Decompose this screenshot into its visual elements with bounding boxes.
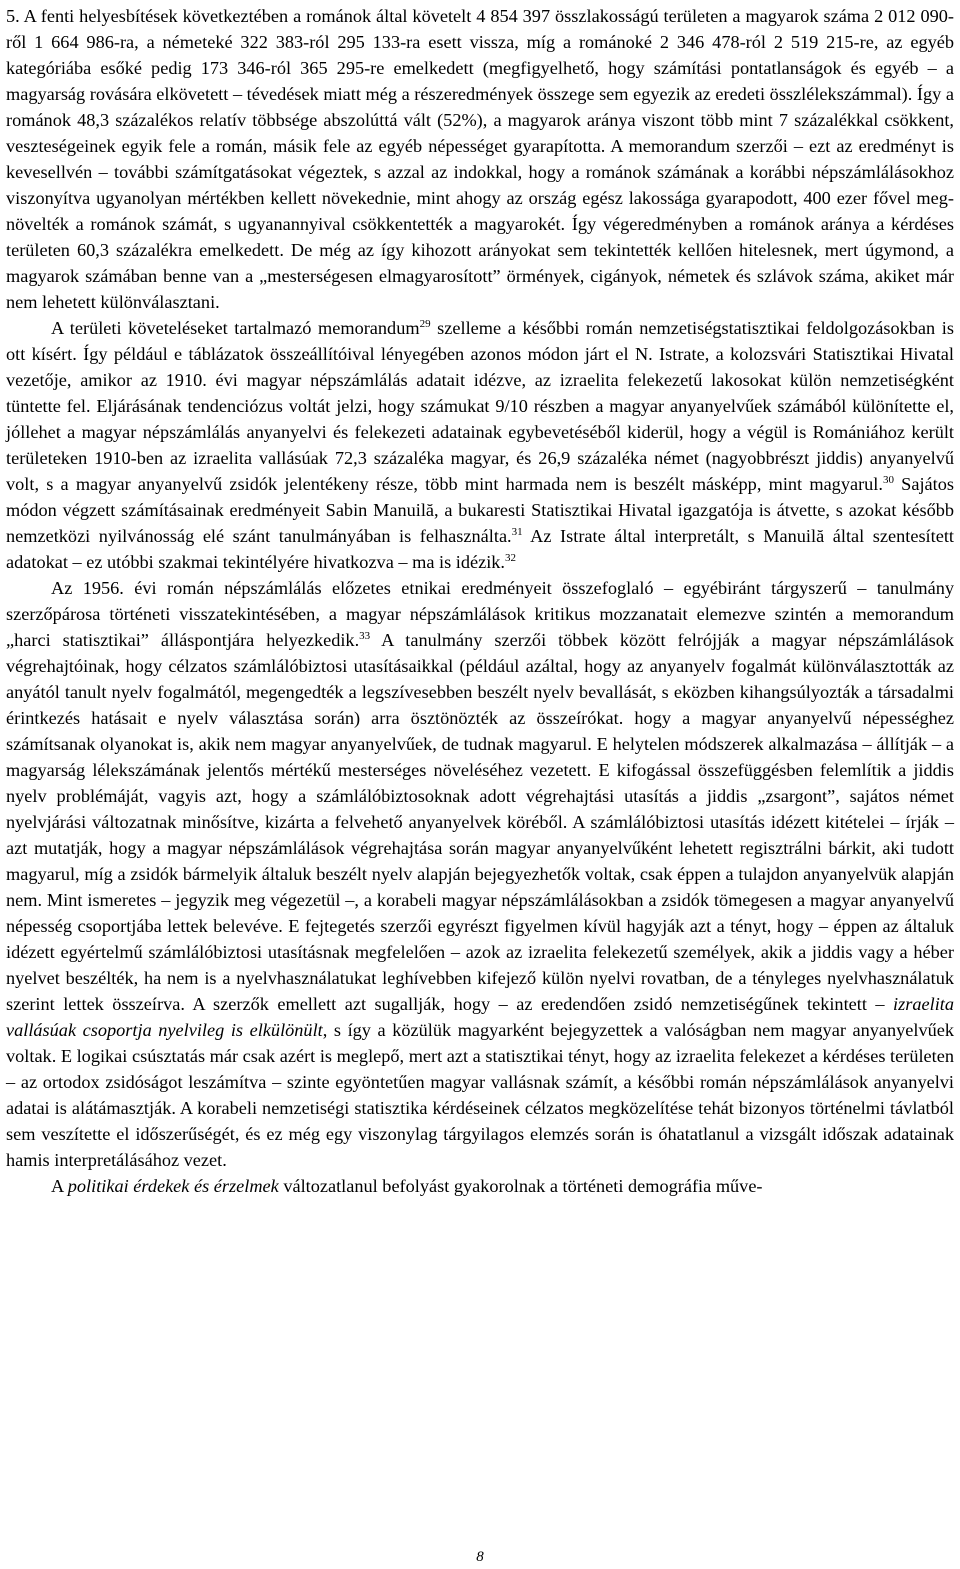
footnote-ref-33[interactable]: 33 [359,630,371,642]
footnote-ref-30[interactable]: 30 [882,474,894,486]
document-page [6,0,954,1199]
paragraph-4 [6,1173,954,1199]
paragraph-4-text-b: változatlanul befolyást gyakorolnak a történeti demográfia műve- [278,1176,763,1196]
paragraph-2-text-a: A területi követeléseket tartalmazó memorandum [51,318,420,338]
paragraph-3-italic: izraelita vallásúak csoportja nyelvileg is elkülönült [6,994,954,1040]
paragraph-3-text-c: , s így a közülük magyarként bejegyzettek a valóságban nem magyar anyanyelvűek voltak. E logikai csúsztatás már csak azért is meglepő, mert azt a statisztikai tényt, hogy az izraelita felekezet a kérdéses területen – az ortodox zsidóságot leszámítva – szinte egyöntetűen magyar vallásnak számít, a későbbi román népszámlálások anyanyelvi adatai is alátámasztják. A korabeli nemzetiségi statisztika kérdéseinek célzatos megközelítése tehát bizonyos történelmi távlatból sem veszítette el időszerűségét, és ez még egy viszonylag tárgyilagos elemzés során is óhatatlanul a vizsgált időszak adatainak hamis interpretálásához vezet. [6,1020,955,1170]
paragraph-2 [6,315,954,575]
paragraph-3-text-a: Az 1956. évi román népszámlálás előzetes etnikai eredményeit összefoglaló – egyébiránt tárgyszerű – tanulmány szerzőpárosa történeti visszatekintésében, a magyar népszámlálások kritikus mozzanatait elemezve szintén a memorandum „harci statisztikai” álláspontjára helyezkedik. [6,578,954,650]
paragraph-2-text-c: Sajátos módon végzett számításainak eredményeit Sabin Manuilă, a bukaresti Statisztikai Hivatal igazgatója is átvette, s azokat később nemzetközi nyilvánosság elé szánt tanulmányában is felhasználta. [6,474,954,546]
paragraph-3 [6,575,954,1173]
paragraph-1-text: 5. A fenti helyesbítések következtében a románok által követelt 4 854 397 összlakosságú területen a magyarok száma 2 012 090-ről 1 664 986-ra, a németeké 322 383-ról 295 133-ra esett vissza, míg a románoké 2 346 478-ról 2 519 215-re, az egyéb kategóriába esőké pedig 173 346-ról 365 295-re emelkedett (megfigyelhető, hogy számítási pontatlanságok és egyéb – a magyarság rovására elkövetett – tévedések miatt még a részeredmények összege sem egyezik az eredeti összlélekszámmal). Így a románok 48,3 százalékos relatív többsége abszolúttá vált (52%), a magyarok aránya viszont több mint 7 százalékkal csökkent, veszteségeinek egyik fele a román, másik fele az egyéb népességet gyarapította. A memorandum szerzői – ezt az eredményt is kevesellvén – további számítgatásokat végeztek, s azzal az indokkal, hogy a románok számának a korábbi népszámlálásokhoz viszonyítva ugyanolyan mértékben kellett növekednie, mint ahogy az ország egész lakossága gyarapodott, 400 ezer fővel megnövelték a románok számát, s ugyanannyival csökkentették a magyarokét. Így végeredményben a románok aránya a kérdéses területen 60,3 százalékra emelkedett. De még az így kihozott arányokat sem tekintették kellően hitelesnek, mert úgymond, a magyarok számában benne van a „mesterségesen elmagyarosított” örmények, cigányok, németek és szlávok száma, akiket már nem lehetett különválasztani. [6,6,954,312]
footnote-ref-31[interactable]: 31 [511,526,523,538]
paragraph-4-text-a: A [51,1176,68,1196]
footnote-ref-32[interactable]: 32 [505,552,517,564]
paragraph-2-text-d: Az Istrate által interpretált, s Manuilă által szentesített adatokat – ez utóbbi szakmai tekintélyére hivatkozva – ma is idézik. [6,526,954,572]
paragraph-4-italic: politikai érdekek és érzelmek [67,1176,279,1196]
paragraph-3-text-b: A tanulmány szerzői többek között felrójják a magyar népszámlálások végrehajtóinak, hogy célzatos számlálóbiztosi utasításaikkal (például azáltal, hogy az anyanyelv fogalmát különválasztották az anyától tanult nyelv fogalmától, megengedték a legszívesebben beszélt nyelv bevallását, s eközben kihangsúlyozták a társadalmi érintkezés hatásait e nyelv választása során) arra ösztönözték az összeírókat. hogy a magyar anyanyelvű népességhez számítsanak olyanokat is, akik nem magyar anyanyelvűek, de tudnak magyarul. E helytelen módszerek alkalmazása – állítják – a magyarság lélekszámának jelentős mértékű mesterséges növeléséhez vezetett. E kifogással összefüggésben felemlítik a jiddis nyelv problémáját, vagyis azt, hogy a számlálóbiztosoknak adott végrehajtási utasítás a jiddis „zsargont”, sajátos német nyelvjárási változatnak minősítve, kizárta a felvehető anyanyelvek köréből. A számlálóbiztosi utasítás idézett kitételei – írják – azt mutatják, hogy a magyar népszámlálások végrehajtása során magyar anyanyelvűként lehetett regisztrálni bárkit, aki tudott magyarul, míg a zsidók bármelyik általuk beszélt nyelv alapján bejegyezhetők voltak, csak éppen a tulajdon anyanyelvük alapján nem. Mint ismeretes – jegyzik meg végezetül –, a korabeli magyar népszámlálásokban a zsidók tömegesen a magyar anyanyelvű népesség csoportjába lettek belevéve. E fejtegetés szerzői egyrészt figyelmen kívül hagyják azt a tényt, hogy – éppen az általuk idézett egyértelmű számlálóbiztosi utasításnak megfelelően – azok az izraelita felekezetű személyek, akik a jiddis vagy a héber nyelvet beszélték, ha nem is a nyelvhasználatukat leghívebben kifejező külön nyelvi rovatban, de a tényleges nyelvhasználatuk szerint lettek összeírva. A szerzők emellett azt sugallják, hogy – az eredendően zsidó nemzetiségűnek tekintett – [6,630,954,1014]
paragraph-1 [6,3,954,315]
page-number: 8 [476,1549,484,1565]
paragraph-2-text-b: szelleme a későbbi román nemzetiségstatisztikai feldolgozásokban is ott kísért. Így például e táblázatok összeállítóival lényegében azonos módon járt el N. Istrate, a kolozsvári Statisztikai Hivatal vezetője, amikor az 1910. évi magyar népszámlálás adatait idézve, az izraelita felekezetű lakosokat külön nemzetiségként tüntette fel. Eljárásának tendenciózus voltát jelzi, hogy számukat 9/10 részben a magyar anyanyelvűek számából különítette el, jóllehet a magyar népszámlálás anyanyelvi és felekezeti adatainak egybevetéséből kiderül, hogy a végül is Romániához került területeken 1910-ben az izraelita vallásúak 72,3 százaléka magyar, és 26,9 százaléka német (nagyobbrészt jiddis) anyanyelvű volt, s a magyar anyanyelvű zsidók jelentékeny része, több mint harmada nem is beszélt másképp, mint magyarul. [6,318,954,494]
footnote-ref-29[interactable]: 29 [419,318,431,330]
